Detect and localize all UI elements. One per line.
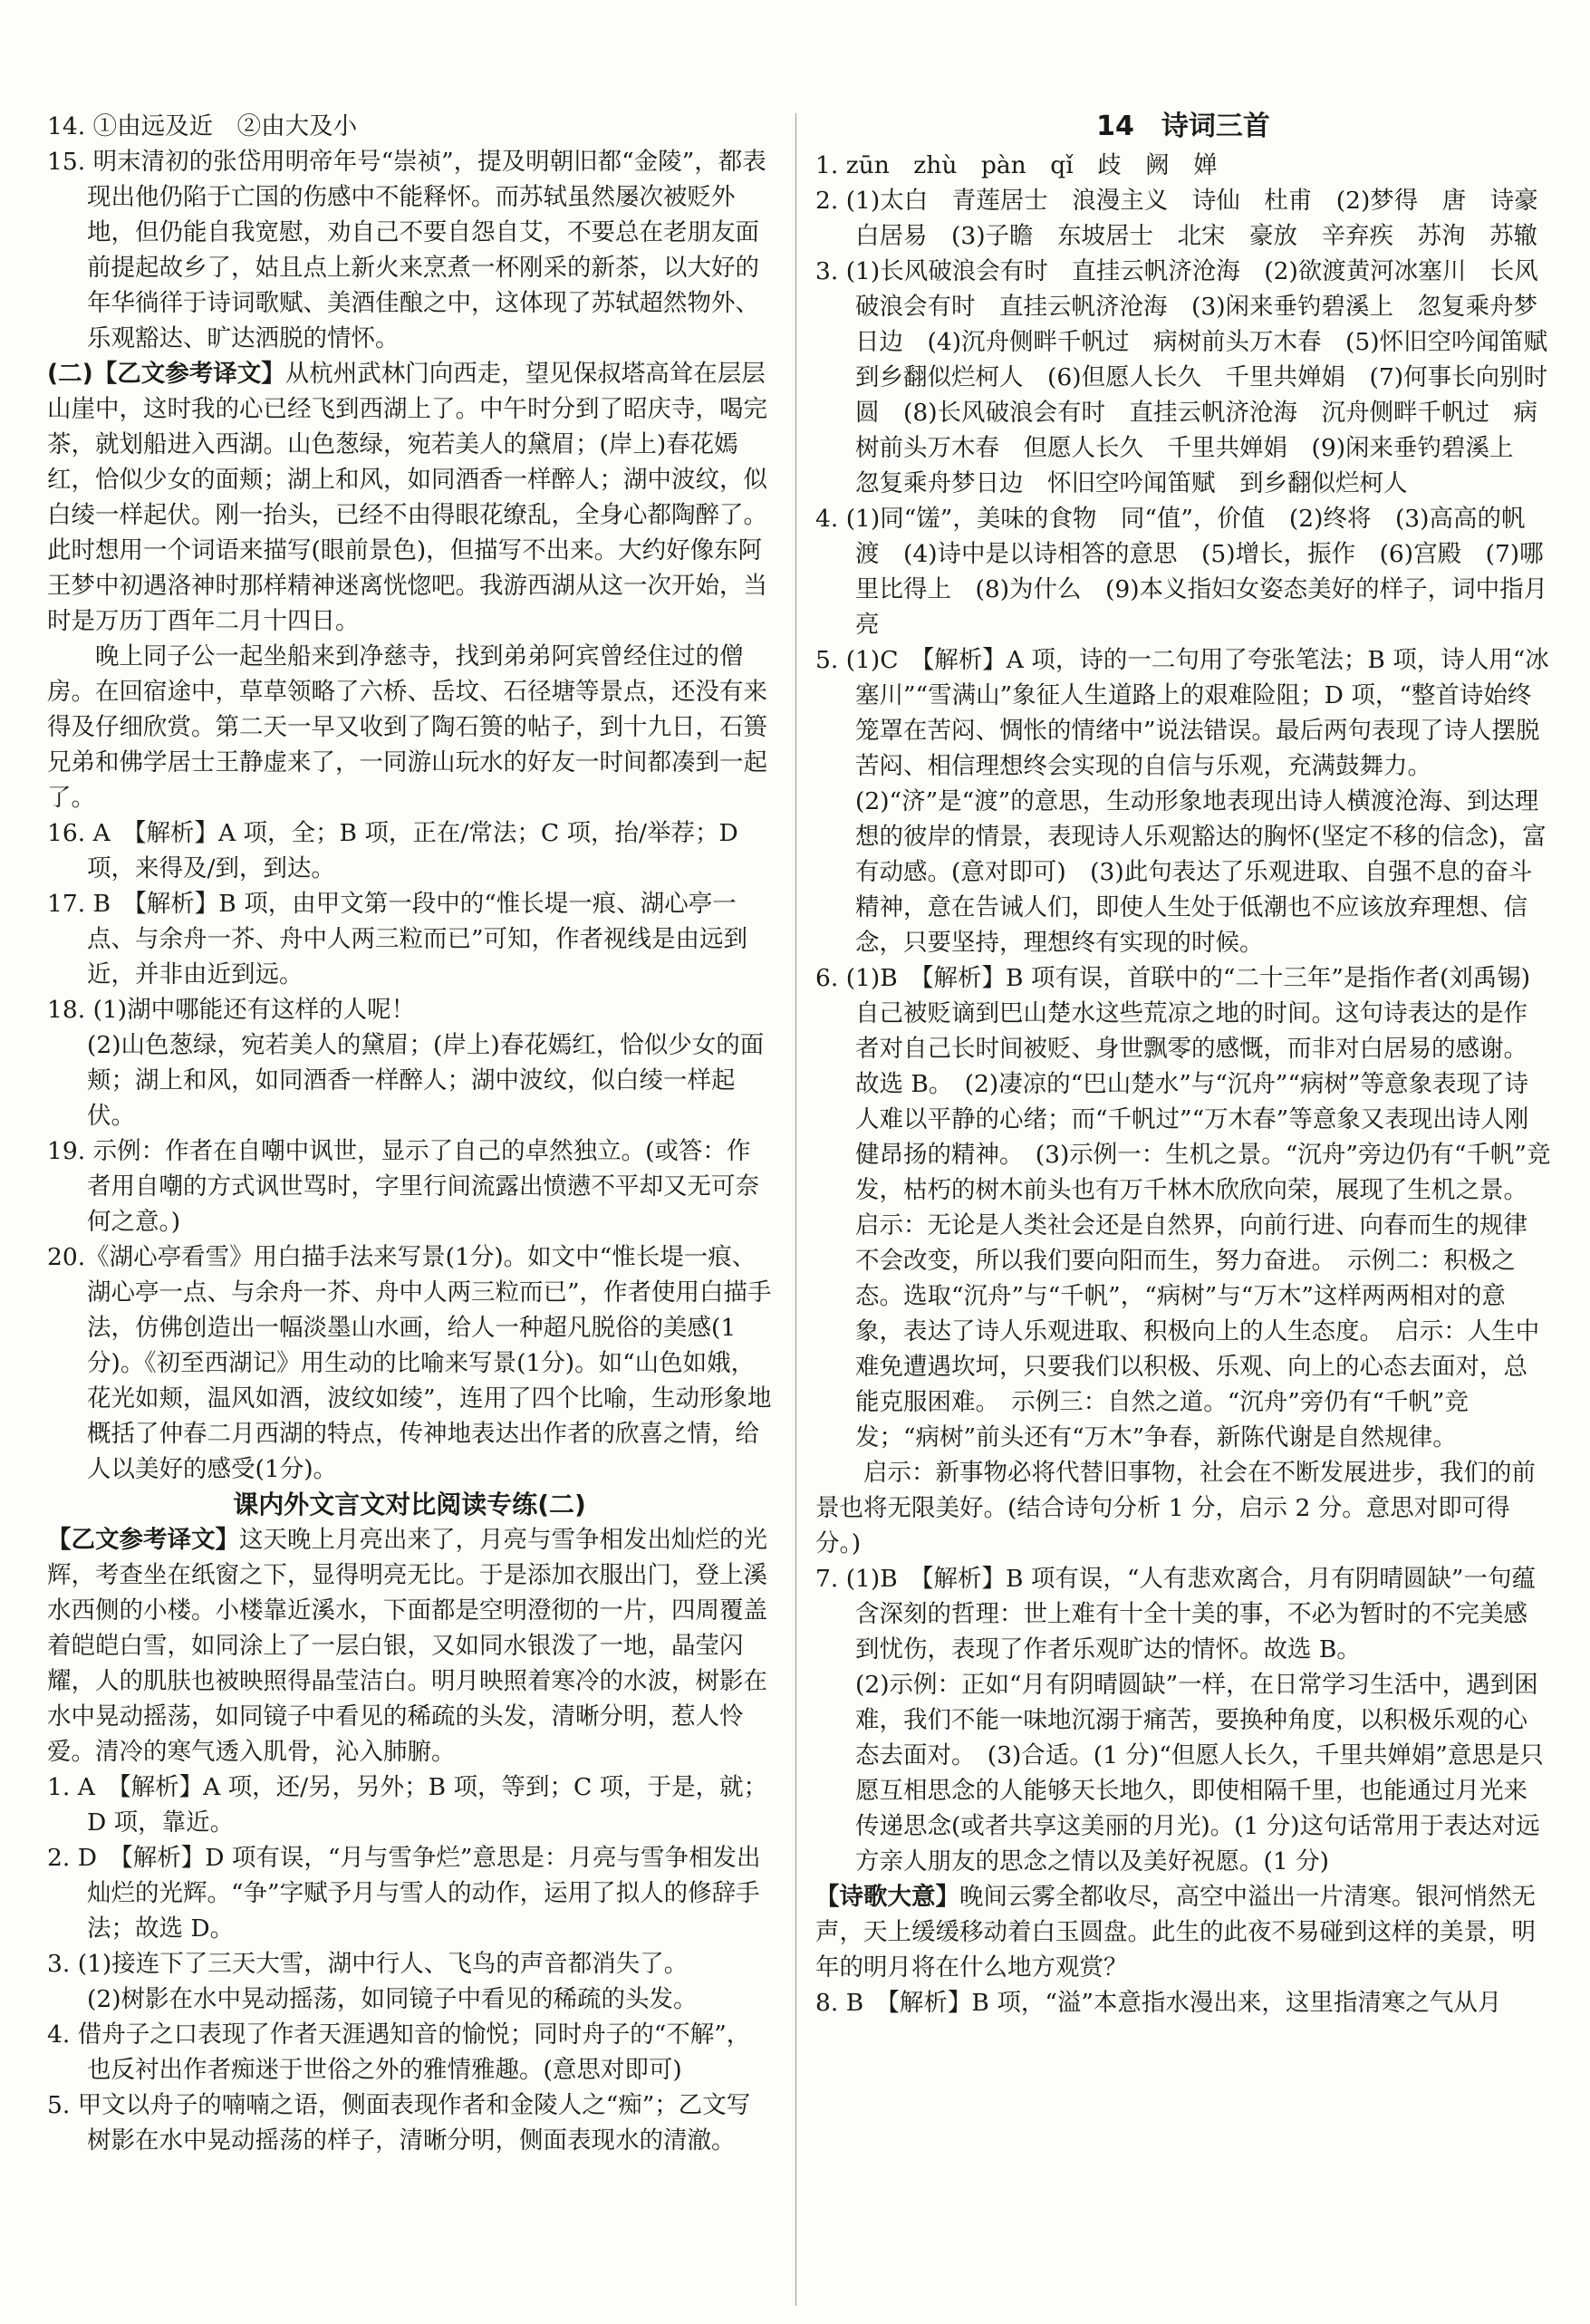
answer-r8: 8. B 【解析】B 项，“溢”本意指水漫出来，这里指清寒之气从月 <box>815 1989 1502 2017</box>
answer-r4: 4. (1)同“馐”，美味的食物 同“值”，价值 (2)终将 (3)高高的帆 渡 (4)诗中是以诗相答的意思 (5)增长，振作 (6)宫殿 (7)哪里比得上 (8)为什么 (9)本义指妇女姿态美好的样子，词中指月亮 <box>815 505 1550 639</box>
answer-17: 17. B 【解析】B 项，由甲文第一段中的“惟长堤一痕、湖心亭一点、与余舟一芥、舟中人两三粒而已”可知，作者视线是由远到近，并非由近到远。 <box>47 890 748 988</box>
answer-s2-2: 2. D 【解析】D 项有误，“月与雪争烂”意思是：月亮与雪争相发出灿烂的光辉。“争”字赋予月与雪人的动作，运用了拟人的修辞手法；故选 D。 <box>47 1844 761 1943</box>
answer-r1: 1. zūn zhù pàn qǐ 歧 阙 婵 <box>815 151 1218 179</box>
answer-s2-3-2: (2)树影在水中晃动摇荡，如同镜子中看见的稀疏的头发。 <box>87 1985 698 2013</box>
translation-tag: (二)【乙文参考译文】 <box>47 360 285 388</box>
answer-r6: 6. (1)B 【解析】B 项有误，首联中的“二十三年”是指作者(刘禹锡)自己被贬谪到巴山楚水这些荒凉之地的时间。这句诗表达的是作者对自己长时间被贬、身世飘零的感慨，而非对白居易的感谢。故选 B。 (2)凄凉的“巴山楚水”与“沉舟”“病树”等意象表现了诗人难以平静的心绪；而“千帆过”“万木春”等意象又表现出诗人刚健昂扬的精神。 (3)示例一：生机之景。“沉舟”旁边仍有“千帆”竞发，枯朽的树木前头也有万千林木欣欣向荣，展现了生机之景。 启示：无论是人类社会还是自然界，向前行进、向春而生的规律不会改变，所以我们要向阳而生，努力奋进。 示例二：积极之态。选取“沉舟”与“千帆”，“病树”与“万木”这样两两相对的意象，表达了诗人乐观进取、积极向上的人生态度。 启示：人生中难免遭遇坎坷，只要我们以积极、乐观、向上的心态去面对，总能克服困难。 示例三：自然之道。“沉舟”旁仍有“千帆”竞发；“病树”前头还有“万木”争春，新陈代谢是自然规律。 <box>815 964 1551 1451</box>
answer-r2: 2. (1)太白 青莲居士 浪漫主义 诗仙 杜甫 (2)梦得 唐 诗豪 白居易 (3)子瞻 东坡居士 北宋 豪放 辛弃疾 苏洵 苏辙 <box>815 187 1563 250</box>
answer-r7-2: (2)示例：正如“月有阴晴圆缺”一样，在日常学习生活中，遇到困难，我们不能一味地沉溺于痛苦，要换种角度，以积极乐观的心态去面对。 (3)合适。(1 分)“但愿人长久，千里共婵娟”意思是只愿互相思念的人能够天长地久，即使相隔千里，也能通过月光来传递思念(或者共享这美丽的月光)。(1 分)这句话常用于表达对远方亲人朋友的思念之情以及美好祝愿。(1 分) <box>855 1671 1544 1876</box>
answer-s2-1: 1. A 【解析】A 项，还/另，另外；B 项，等到；C 项，于是，就；D 项，靠近。 <box>47 1773 768 1837</box>
section-title: 课内外文言文对比阅读专练(二) <box>233 1490 586 1519</box>
left-column <box>47 109 772 2158</box>
answer-s2-3-1: 3. (1)接连下了三天大雪，湖中行人、飞鸟的声音都消失了。 <box>47 1950 689 1978</box>
translation2-tag: 【乙文参考译文】 <box>47 1526 239 1554</box>
translation-yi-paragraph-2: 晚上同子公一起坐船来到净慈寺，找到弟弟阿宾曾经住过的僧房。在回宿途中，草草领略了六桥、岳坟、石径塘等景点，还没有来得及仔细欣赏。第二天一早又收到了陶石篑的帖子，到十九日，石篑兄弟和佛学居士王静虚来了，一同游山玩水的好友一时间都凑到一起了。 <box>47 642 767 812</box>
answer-r7: 7. (1)B 【解析】B 项有误，“人有悲欢离合，月有阴晴圆缺”一句蕴含深刻的哲理：世上难有十全十美的事，不必为暂时的不完美感到忧伤，表现了作者乐观旷达的情怀。故选 B。 <box>815 1565 1536 1663</box>
answer-s2-5: 5. 甲文以舟子的喃喃之语，侧面表现作者和金陵人之“痴”；乙文写树影在水中晃动摇荡的样子，清晰分明，侧面表现水的清澈。 <box>47 2091 751 2155</box>
poem-meaning <box>815 1879 1551 1985</box>
answer-s2-4: 4. 借舟子之口表现了作者天涯遇知音的愉悦；同时舟子的“不解”，也反衬出作者痴迷于世俗之外的雅情雅趣。(意思对即可) <box>47 2020 751 2084</box>
translation2-text: 这天晚上月亮出来了，月亮与雪争相发出灿烂的光辉，考查坐在纸窗之下，显得明亮无比。于是添加衣服出门，登上溪水西侧的小楼。小楼靠近溪水，下面都是空明澄彻的一片，四周覆盖着皑皑白雪，如同涂上了一层白银，又如同水银泼了一地，晶莹闪耀，人的肌肤也被映照得晶莹洁白。明月映照着寒冷的水波，树影在水中晃动摇荡，如同镜子中看见的稀疏的头发，清晰分明，惹人怜爱。清冷的寒气透入肌骨，沁入肺腑。 <box>47 1526 767 1766</box>
answer-19: 19. 示例：作者在自嘲中讽世，显示了自己的卓然独立。(或答：作者用自嘲的方式讽世骂时，字里行间流露出愤懑不平却又无可奈何之意。) <box>47 1137 759 1236</box>
answer-r5: 5. (1)C 【解析】A 项，诗的一二句用了夸张笔法；B 项，诗人用“冰塞川”“雪满山”象征人生道路上的艰难险阻；D 项，“整首诗始终笼罩在苦闷、惆怅的情绪中”说法错误。最后两句表现了诗人摆脱苦闷、相信理想终会实现的自信与乐观，充满鼓舞力。 (2)“济”是“渡”的意思，生动形象地表现出诗人横渡沧海、到达理想的彼岸的情景，表现诗人乐观豁达的胸怀(坚定不移的信念)，富有动感。(意对即可) (3)此句表达了乐观进取、自强不息的奋斗精神，意在告诫人们，即使人生处于低潮也不应该放弃理想、信念，只要坚持，理想终有实现的时候。 <box>815 646 1549 957</box>
answer-r3: 3. (1)长风破浪会有时 直挂云帆济沧海 (2)欲渡黄河冰塞川 长风破浪会有时 直挂云帆济沧海 (3)闲来垂钓碧溪上 忽复乘舟梦日边 (4)沉舟侧畔千帆过 病树前头万木春 (5)怀旧空吟闻笛赋 到乡翻似烂柯人 (6)但愿人长久 千里共婵娟 (7)何事长向别时圆 (8)长风破浪会有时 直挂云帆济沧海 沉舟侧畔千帆过 病树前头万木春 但愿人长久 千里共婵娟 (9)闲来垂钓碧溪上 忽复乘舟梦日边 怀旧空吟闻笛赋 到乡翻似烂柯人 <box>815 257 1572 497</box>
answer-15: 15. 明末清初的张岱用明帝年号“崇祯”，提及明朝旧都“金陵”，都表现出他仍陷于亡国的伤感中不能释怀。而苏轼虽然屡次被贬外地，但仍能自我宽慰，劝自己不要自怨自艾，不要总在老朋友面前提起故乡了，姑且点上新火来烹煮一杯刚采的新茶，以大好的年华徜徉于诗词歌赋、美酒佳酿之中，这体现了苏轼超然物外、乐观豁达、旷达洒脱的情怀。 <box>47 148 766 352</box>
answer-r6-tail: 启示：新事物必将代替旧事物，社会在不断发展进步，我们的前景也将无限美好。(结合诗句分析 1 分，启示 2 分。意思对即可得分。) <box>815 1459 1536 1557</box>
translation-yi2-paragraph <box>47 1522 772 1770</box>
translation-yi-paragraph <box>47 356 772 639</box>
answer-16: 16. A 【解析】A 项，全；B 项，正在/常法；C 项，抬/举荐；D 项，来得及/到，到达。 <box>47 819 738 882</box>
right-column <box>815 109 1572 2020</box>
lesson-title: 14 诗词三首 <box>1096 111 1270 142</box>
answer-20: 20.《湖心亭看雪》用白描手法来写景(1分)。如文中“惟长堤一痕、湖心亭一点、与余舟一芥、舟中人两三粒而已”，作者使用白描手法，仿佛创造出一幅淡墨山水画，给人一种超凡脱俗的美感(1分)。《初至西湖记》用生动的比喻来写景(1分)。如“山色如娥，花光如颊，温风如酒，波纹如绫”，连用了四个比喻，生动形象地概括了仲春二月西湖的特点，传神地表达出作者的欣喜之情，给人以美好的感受(1分)。 <box>47 1243 772 1483</box>
answer-14: 14. ①由远及近 ②由大及小 <box>47 112 358 140</box>
answer-18-2: (2)山色葱绿，宛若美人的黛眉；(岸上)春花嫣红，恰似少女的面颊；湖上和风，如同酒香一样醉人；湖中波纹，似白绫一样起伏。 <box>87 1031 765 1130</box>
answer-18-1: 18. (1)湖中哪能还有这样的人呢！ <box>47 996 416 1024</box>
poem-tag: 【诗歌大意】 <box>815 1883 959 1911</box>
translation-text: 从杭州武林门向西走，望见保叔塔高耸在层层山崖中，这时我的心已经飞到西湖上了。中午时分到了昭庆寺，喝完茶，就划船进入西湖。山色葱绿，宛若美人的黛眉；(岸上)春花嫣红，恰似少女的面颊；湖上和风，如同酒香一样醉人；湖中波纹，似白绫一样起伏。刚一抬头，已经不由得眼花缭乱，全身心都陶醉了。此时想用一个词语来描写(眼前景色)，但描写不出来。大约好像东阿王梦中初遇洛神时那样精神迷离恍惚吧。我游西湖从这一次开始，当时是万历丁酉年二月十四日。 <box>47 360 767 635</box>
column-divider <box>795 113 796 2306</box>
poem-text: 晚间云雾全都收尽，高空中溢出一片清寒。银河悄然无声，天上缓缓移动着白玉圆盘。此生的此夜不易碰到这样的美景，明年的明月将在什么地方观赏？ <box>815 1883 1536 1982</box>
